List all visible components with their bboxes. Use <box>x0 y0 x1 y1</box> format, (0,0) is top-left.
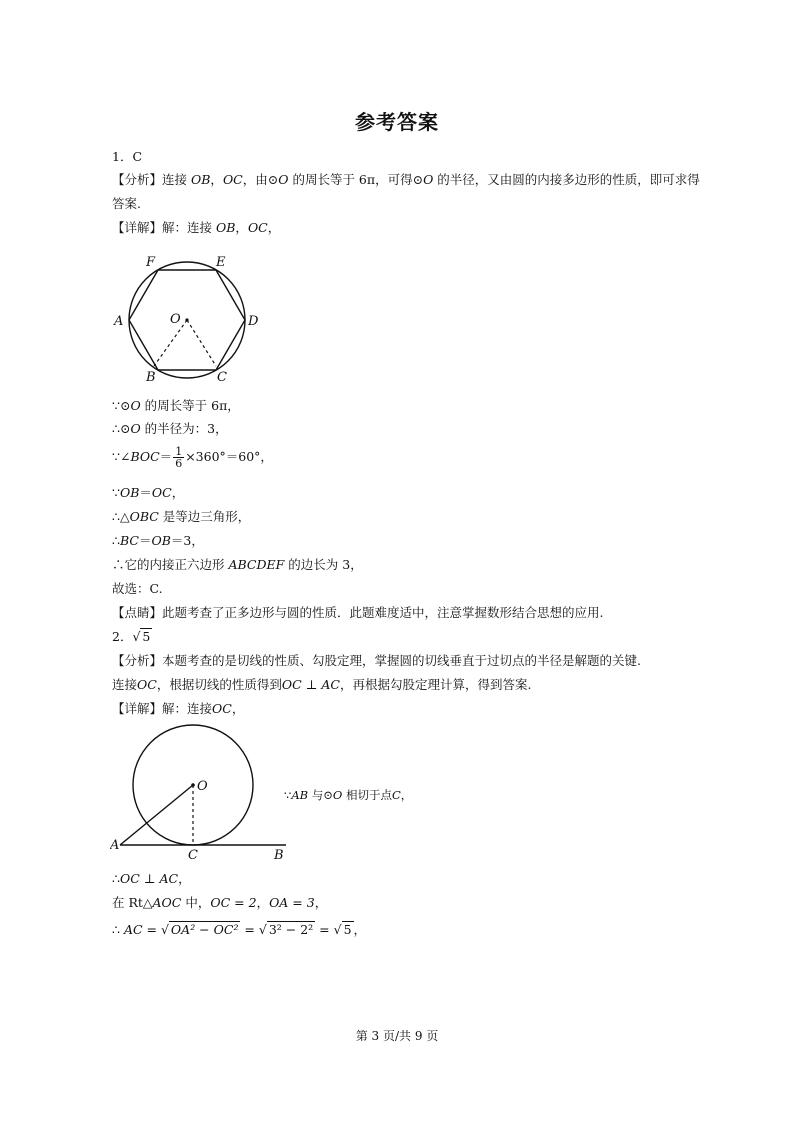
fraction-numerator: 1 <box>175 445 183 458</box>
label-f: F <box>146 255 156 270</box>
q1-step6 <box>112 533 204 549</box>
sqrt: √ OA² − OC² <box>160 922 239 937</box>
text: ， <box>314 895 328 910</box>
text: OC ⊥ AC <box>119 871 179 886</box>
text: ＝ <box>139 485 152 500</box>
text: OB <box>190 172 211 187</box>
text: ， <box>178 871 191 886</box>
radicand: OA² − OC² <box>170 922 239 937</box>
q1-step3 <box>112 446 273 469</box>
text: ， <box>256 895 270 910</box>
text: OC <box>222 172 243 187</box>
text: OB <box>119 485 140 500</box>
text: ∵∠ <box>112 449 131 464</box>
text: 相切于点 <box>342 788 392 802</box>
text: 的边长为 3， <box>284 557 363 572</box>
text: ∴ <box>112 922 124 937</box>
text: ∵ <box>284 788 292 802</box>
label-d: D <box>248 314 259 329</box>
q1-step1 <box>112 398 240 414</box>
text: AB <box>291 788 309 802</box>
text: O <box>423 172 434 187</box>
text: 【详解】解：连接 <box>112 701 213 716</box>
tangent-figure <box>110 722 300 864</box>
text: OB <box>215 220 236 235</box>
text: ，再根据勾股定理计算，得到答案. <box>339 677 532 692</box>
text: ∵ <box>112 485 120 500</box>
center-point <box>191 783 195 787</box>
segment-oa <box>120 785 193 845</box>
text: ， <box>235 220 248 235</box>
hexagon-figure <box>110 250 270 390</box>
q2-perp <box>112 871 191 887</box>
q2-analysis-line2 <box>112 677 531 693</box>
text: 2． <box>112 629 133 644</box>
text: 中， <box>181 895 211 910</box>
q1-analysis-line2: 答案. <box>112 196 141 211</box>
label-c: C <box>188 848 198 863</box>
text: 【分析】连接 <box>112 172 191 187</box>
text: OC = 2 <box>210 895 257 910</box>
text: ∴ <box>112 871 120 886</box>
segment-oc <box>187 320 216 366</box>
text: OBC <box>129 509 159 524</box>
text: ×360°＝60°， <box>185 449 273 464</box>
text: = <box>240 922 259 937</box>
label-o: O <box>197 779 208 794</box>
q1-step5 <box>112 509 250 525</box>
text: ，由⊙ <box>242 172 279 187</box>
label-b: B <box>146 370 156 385</box>
text: O <box>278 172 289 187</box>
text: ∴ <box>112 533 120 548</box>
q1-step2 <box>112 421 228 437</box>
text: ， <box>171 485 185 500</box>
text: OC <box>137 677 157 692</box>
text: ， <box>400 788 413 802</box>
text: ＝ <box>159 449 173 464</box>
text: ∴它的内接正六边形 <box>112 557 229 572</box>
q2-detail-line <box>112 701 244 717</box>
text: OC <box>247 220 268 235</box>
text: 【详解】解：连接 <box>112 220 216 235</box>
q2-analysis-line1: 【分析】本题考查的是切线的性质、勾股定理，掌握圆的切线垂直于过切点的半径是解题的关键. <box>112 653 641 668</box>
text: AOC <box>152 895 182 910</box>
center-point <box>185 318 188 321</box>
text: 是等边三角形， <box>158 509 251 524</box>
text: O <box>130 398 141 413</box>
page-title: 参考答案 <box>355 110 439 134</box>
text: ， <box>231 701 245 716</box>
text: ， <box>210 172 223 187</box>
radicand: 3² − 2² <box>268 922 314 937</box>
text: 的半径，又由圆的内接多边形的性质，即可求得 <box>433 172 700 187</box>
label-b: B <box>274 848 284 863</box>
fraction-denominator: 6 <box>175 457 183 470</box>
text: ＝3， <box>170 533 204 548</box>
text: O <box>332 788 343 802</box>
text: C <box>391 788 401 802</box>
label-c: C <box>217 370 227 385</box>
text: ，根据切线的性质得到 <box>156 677 282 692</box>
text: = <box>142 922 161 937</box>
radicand: 5 <box>343 922 352 937</box>
q1-detail-line <box>112 220 280 236</box>
text: 的半径为：3， <box>140 421 228 436</box>
text: = <box>315 922 334 937</box>
q2-calculation <box>112 922 366 938</box>
text: BOC <box>130 449 160 464</box>
text: ， <box>267 220 281 235</box>
label-e: E <box>216 255 226 270</box>
label-o: O <box>170 312 181 327</box>
text: OC <box>151 485 172 500</box>
text: ABCDEF <box>228 557 285 572</box>
text: OB <box>151 533 171 548</box>
sqrt: √ 3² − 2² <box>258 922 314 937</box>
text: OA = 3 <box>269 895 315 910</box>
q2-tangent-statement <box>284 787 412 803</box>
q1-step4 <box>112 485 184 501</box>
q2-answer <box>112 629 152 645</box>
label-a: A <box>110 838 120 853</box>
sqrt: √ 5 <box>132 629 151 644</box>
page-footer: 第 3 页/共 9 页 <box>355 1029 439 1043</box>
text: BC <box>119 533 139 548</box>
radicand: 5 <box>142 629 151 644</box>
sqrt: √ 5 <box>333 922 352 937</box>
text: AC <box>123 922 143 937</box>
text: ∵⊙ <box>112 398 131 413</box>
text: OC <box>212 701 232 716</box>
text: ∴△ <box>112 509 130 524</box>
text: 的周长等于 6π， <box>140 398 240 413</box>
text: ∴⊙ <box>112 421 131 436</box>
text: 与⊙ <box>308 788 333 802</box>
text: 连接 <box>112 677 138 692</box>
text: ， <box>353 922 367 937</box>
text: 的周长等于 6π，可得⊙ <box>288 172 424 187</box>
q1-comment: 【点睛】此题考查了正多边形与圆的性质．此题难度适中，注意掌握数形结合思想的应用. <box>112 605 604 620</box>
text: O <box>130 421 141 436</box>
label-a: A <box>114 314 124 329</box>
q1-answer: 1．C <box>112 149 143 164</box>
text: OC ⊥ AC <box>281 677 340 692</box>
q1-choice: 故选：C. <box>112 581 163 596</box>
text: ＝ <box>138 533 152 548</box>
text: 在 Rt△ <box>112 895 153 910</box>
q1-step7 <box>112 557 363 573</box>
q1-analysis-line1 <box>112 172 700 188</box>
fraction <box>173 446 184 469</box>
q2-rt-triangle <box>112 895 327 911</box>
